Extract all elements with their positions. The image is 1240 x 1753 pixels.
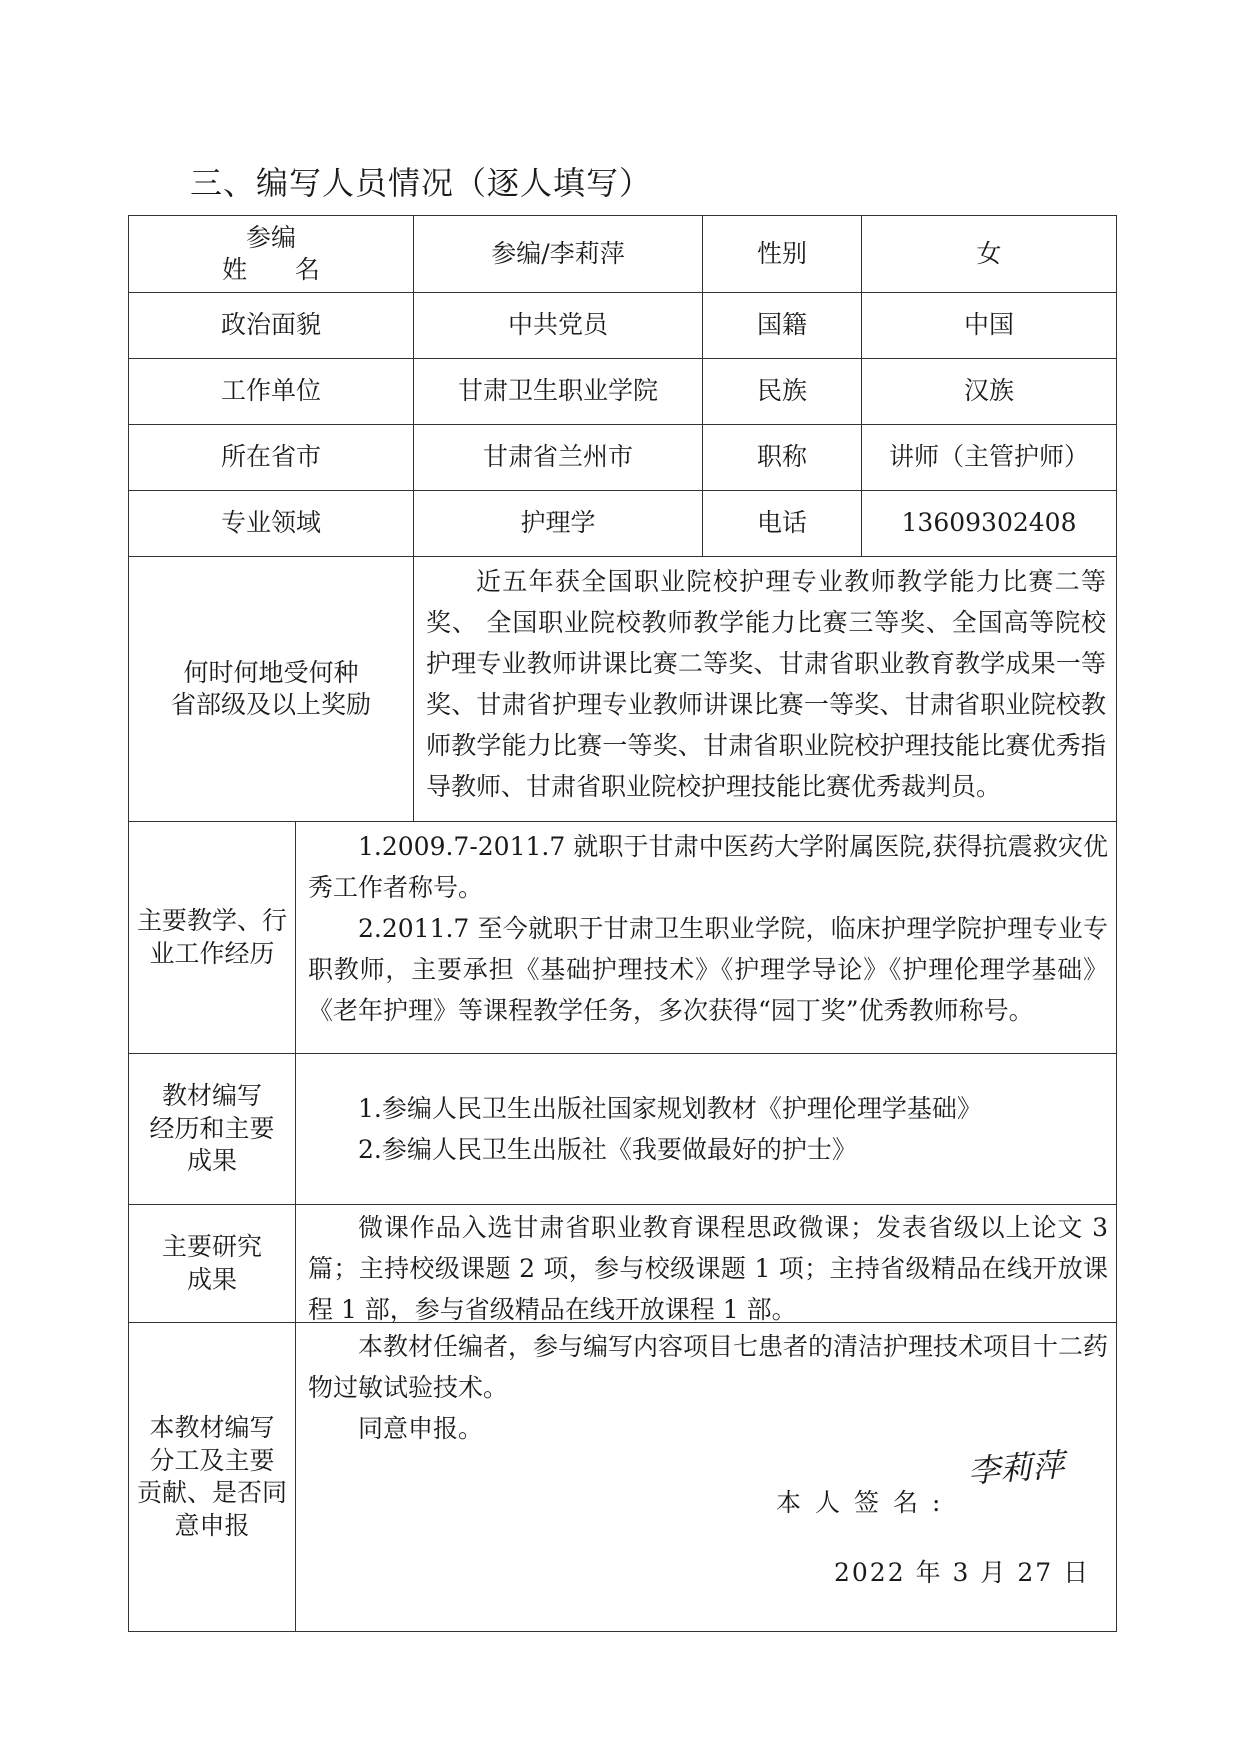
workplace-value-cell — [413, 358, 703, 425]
workplace-value: 甘肃卫生职业学院 — [457, 376, 658, 406]
field-label: 专业领域 — [220, 508, 321, 538]
phone-label: 电话 — [756, 508, 807, 538]
signature: 李莉萍 — [966, 1445, 1066, 1491]
gender-value: 女 — [976, 238, 1002, 268]
gender-label: 性别 — [756, 238, 807, 268]
research-label-line1: 主要研究 — [161, 1232, 262, 1261]
textbook-item-1: 1.参编人民卫生出版社国家规划教材《护理伦理学基础》 — [358, 1094, 982, 1123]
experience-item-2: 2.2011.7 至今就职于甘肃卫生职业学院，临床护理学院护理专业专职教师，主要承担《基础护理技术》《护理学导论》《护理伦理学基础》《老年护理》等课程教学任务，多次获得“园丁奖”优秀教师称号。 — [308, 914, 1108, 1025]
province-label-cell — [128, 424, 414, 491]
sign-label: 本人签名: — [776, 1488, 955, 1517]
awards-label-cell — [128, 556, 414, 822]
politics-value-cell — [413, 292, 703, 359]
division-label-cell — [128, 1322, 296, 1632]
division-text — [308, 1326, 1108, 1449]
division-label-line3: 贡献、是否同 — [136, 1478, 287, 1507]
ethnicity-label: 民族 — [756, 376, 807, 406]
division-agree: 同意申报。 — [358, 1414, 484, 1443]
division-label-line2: 分工及主要 — [149, 1445, 275, 1475]
ethnicity-label-cell — [702, 358, 862, 425]
nationality-label: 国籍 — [756, 310, 807, 340]
research-text: 微课作品入选甘肃省职业教育课程思政微课；发表省级以上论文 3 篇；主持校级课题 2 项，参与校级课题 1 项；主持省级精品在线开放课程 1 部，参与省级精品在线开放课程 1 部。 — [308, 1213, 1108, 1324]
experience-label-line1: 主要教学、行 — [136, 906, 287, 935]
politics-label-cell — [128, 292, 414, 359]
textbook-label-line2: 经历和主要 — [149, 1113, 275, 1143]
title-rank-label-cell — [702, 424, 862, 491]
experience-label-cell — [128, 821, 296, 1054]
field-value: 护理学 — [520, 508, 596, 538]
phone-value-cell — [861, 490, 1117, 557]
workplace-label: 工作单位 — [220, 376, 321, 406]
experience-label-line2: 业工作经历 — [149, 938, 275, 968]
phone-label-cell — [702, 490, 862, 557]
name-value: 参编/李莉萍 — [491, 238, 625, 268]
nationality-value-cell — [861, 292, 1117, 359]
name-label-cell — [128, 215, 414, 293]
page-title: 三、编写人员情况（逐人填写） — [190, 164, 653, 202]
experience-text — [308, 826, 1108, 1031]
division-description: 本教材任编者，参与编写内容项目七患者的清洁护理技术项目十二药物过敏试验技术。 — [308, 1332, 1109, 1402]
politics-value: 中共党员 — [507, 310, 608, 340]
title-rank-value: 讲师（主管护师） — [888, 442, 1089, 472]
personnel-table — [128, 215, 1117, 1632]
nationality-label-cell — [702, 292, 862, 359]
province-label: 所在省市 — [220, 442, 321, 472]
textbook-label-line3: 成果 — [186, 1146, 237, 1176]
research-label-cell — [128, 1204, 296, 1323]
division-label-line4: 意申报 — [174, 1510, 250, 1540]
name-label-line1: 参编 — [245, 222, 296, 252]
politics-label: 政治面貌 — [220, 310, 321, 340]
textbook-text — [308, 1088, 1108, 1170]
nationality-value: 中国 — [963, 310, 1014, 340]
ethnicity-value-cell — [861, 358, 1117, 425]
awards-label-line2: 省部级及以上奖励 — [170, 690, 371, 719]
textbook-label-line1: 教材编写 — [161, 1081, 262, 1111]
sign-date: 2022 年 3 月 27 日 — [834, 1558, 1091, 1587]
gender-label-cell — [702, 215, 862, 293]
ethnicity-value: 汉族 — [963, 376, 1014, 406]
province-value-cell — [413, 424, 703, 491]
gender-value-cell — [861, 215, 1117, 293]
research-label-line2: 成果 — [186, 1264, 237, 1294]
awards-text: 近五年获全国职业院校护理专业教师教学能力比赛二等奖、 全国职业院校教师教学能力比赛三等奖、全国高等院校护理专业教师讲课比赛二等奖、甘肃省职业教育教学成果一等奖、甘肃省护理专业教师讲课比赛一等奖、甘肃省职业院校教师教学能力比赛一等奖、甘肃省职业院校护理技能比赛优秀指导教师、甘肃省职业院校护理技能比赛优秀裁判员。 — [426, 567, 1106, 801]
field-label-cell — [128, 490, 414, 557]
title-rank-label: 职称 — [756, 442, 807, 472]
awards-label-line1: 何时何地受何种 — [183, 657, 359, 687]
textbook-label-cell — [128, 1053, 296, 1205]
experience-item-1: 1.2009.7-2011.7 就职于甘肃中医药大学附属医院,获得抗震救灾优秀工作者称号。 — [308, 832, 1108, 902]
field-value-cell — [413, 490, 703, 557]
province-value: 甘肃省兰州市 — [482, 442, 633, 472]
division-label-line1: 本教材编写 — [149, 1413, 275, 1442]
title-rank-value-cell — [861, 424, 1117, 491]
workplace-label-cell — [128, 358, 414, 425]
phone-value: 13609302408 — [901, 508, 1077, 538]
name-value-cell — [413, 215, 703, 293]
name-label-line2: 姓 名 — [222, 255, 320, 284]
textbook-item-2: 2.参编人民卫生出版社《我要做最好的护士》 — [358, 1135, 857, 1164]
